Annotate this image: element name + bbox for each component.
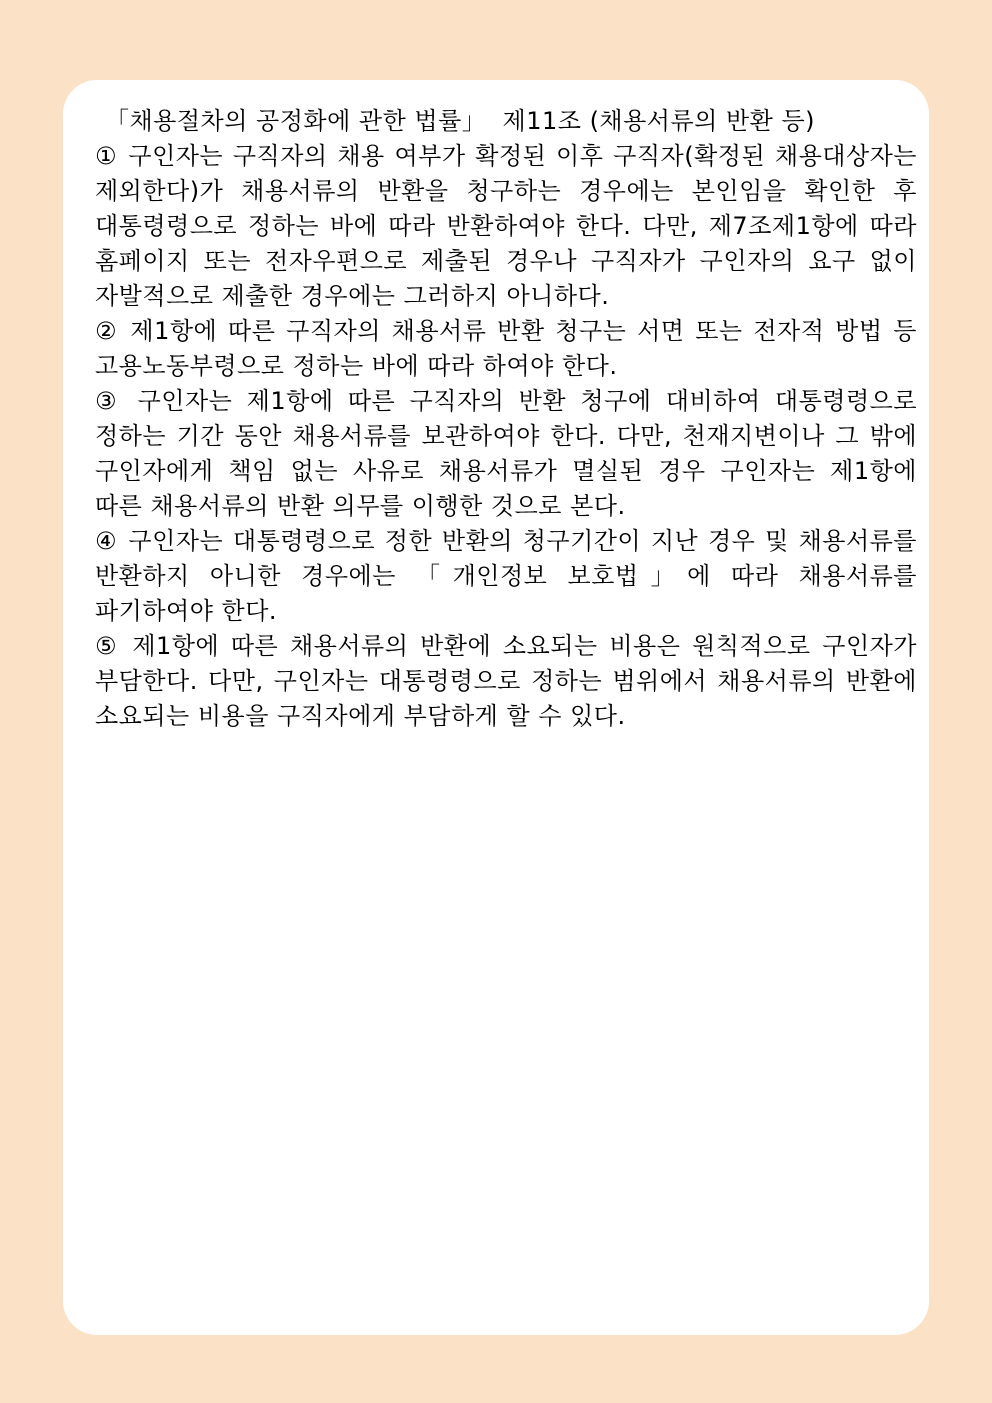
document-card — [63, 80, 929, 1335]
law-paragraph: ⑤ 제1항에 따른 채용서류의 반환에 소요되는 비용은 원칙적으로 구인자가 부담한다. 다만, 구인자는 대통령령으로 정하는 범위에서 채용서류의 반환에 소요되는 비용을 구직자에게 부담하게 할 수 있다. — [95, 632, 917, 730]
law-title: 「채용절차의 공정화에 관한 법률」 제11조 (채용서류의 반환 등) — [105, 107, 816, 135]
law-paragraph: ③ 구인자는 제1항에 따른 구직자의 반환 청구에 대비하여 대통령령으로 정하는 기간 동안 채용서류를 보관하여야 한다. 다만, 천재지변이나 그 밖에 구인자에게 책임 없는 사유로 채용서류가 멸실된 경우 구인자는 제1항에 따른 채용서류의 반환 의무를 이행한 것으로 본다. — [95, 387, 917, 520]
law-paragraph: ② 제1항에 따른 구직자의 채용서류 반환 청구는 서면 또는 전자적 방법 등 고용노동부령으로 정하는 바에 따라 하여야 한다. — [95, 317, 917, 380]
law-text-block — [95, 104, 917, 734]
law-paragraph: ④ 구인자는 대통령령으로 정한 반환의 청구기간이 지난 경우 및 채용서류를 반환하지 아니한 경우에는 「개인정보 보호법」에 따라 채용서류를 파기하여야 한다. — [95, 527, 917, 625]
law-paragraph: ① 구인자는 구직자의 채용 여부가 확정된 이후 구직자(확정된 채용대상자는 제외한다)가 채용서류의 반환을 청구하는 경우에는 본인임을 확인한 후 대통령령으로 정하는 바에 따라 반환하여야 한다. 다만, 제7조제1항에 따라 홈페이지 또는 전자우편으로 제출된 경우나 구직자가 구인자의 요구 없이 자발적으로 제출한 경우에는 그러하지 아니하다. — [95, 142, 917, 310]
law-paragraph-list — [95, 139, 917, 734]
